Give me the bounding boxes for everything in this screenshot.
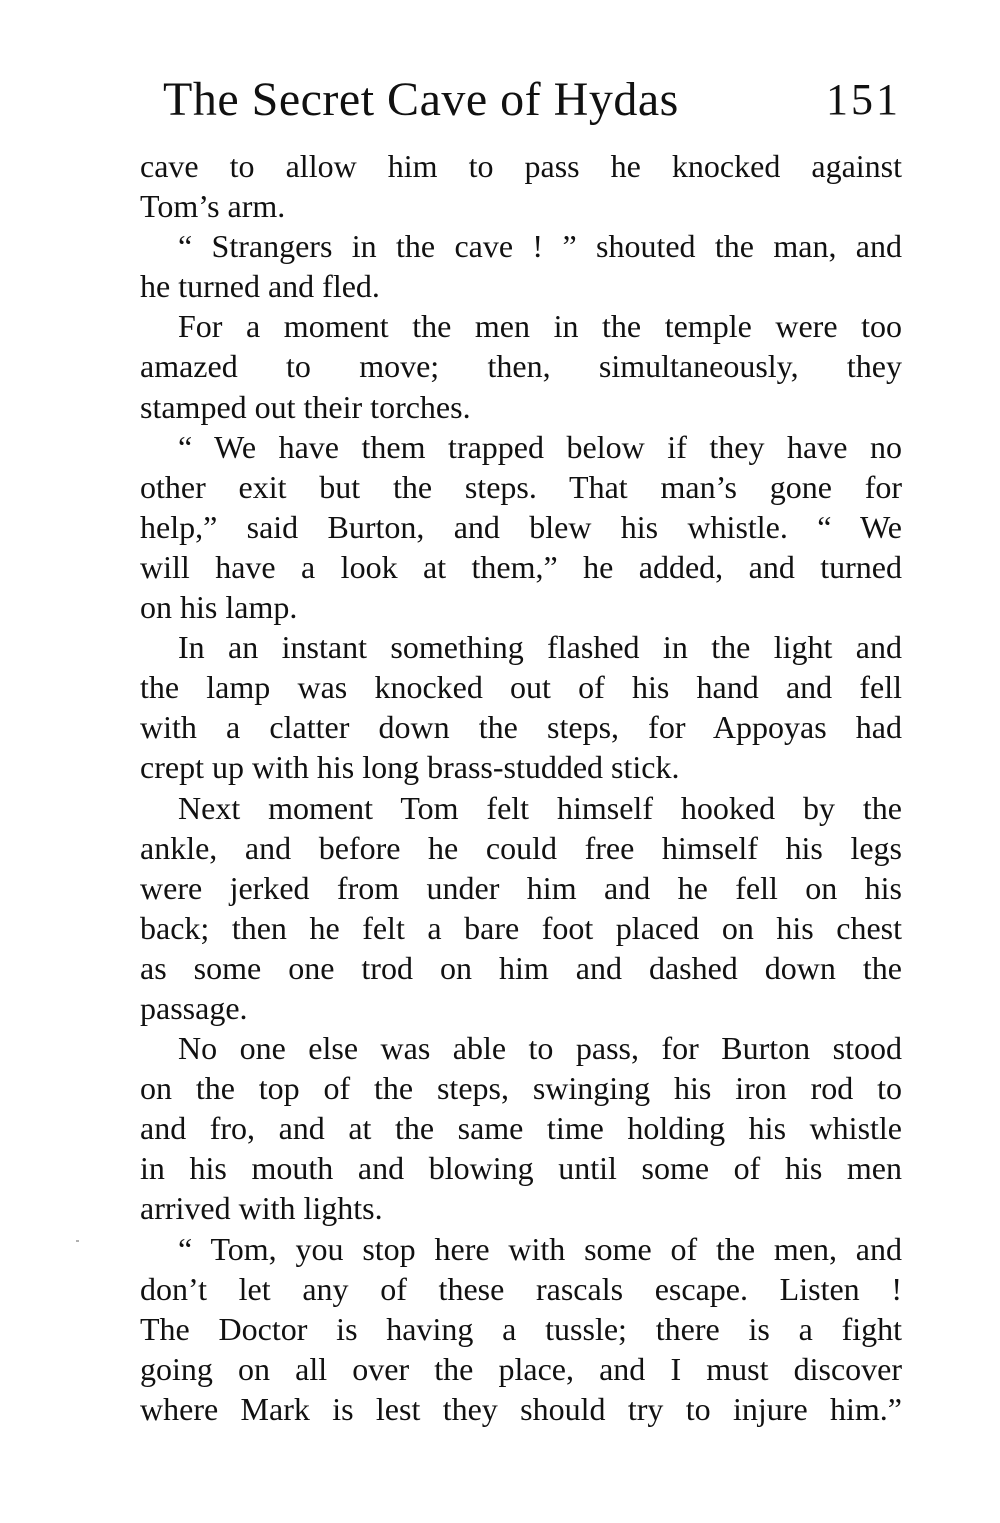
text-line: amazed to move; then, simultaneously, they [140,348,902,385]
page-number: 151 [826,75,901,124]
text-line: back; then he felt a bare foot placed on his chest [140,909,902,946]
running-head [163,70,905,130]
text-line: “ Strangers in the cave ! ” shouted the man, and [178,228,902,265]
body-text [140,146,902,1429]
text-line: with a clatter down the steps, for Appoyas had [140,709,902,746]
text-line: on the top of the steps, swinging his iron rod to [140,1070,902,1107]
text-line: stamped out their torches. [140,388,471,425]
text-line: were jerked from under him and he fell on his [140,869,902,906]
text-line: the lamp was knocked out of his hand and fell [140,669,902,706]
text-line: passage. [140,989,248,1026]
running-title: The Secret Cave of Hydas [163,73,679,126]
text-line: and fro, and at the same time holding his whistle [140,1110,902,1147]
text-line: ankle, and before he could free himself his legs [140,829,902,866]
text-line: other exit but the steps. That man’s gone for [140,468,902,505]
text-line: Tom’s arm. [140,188,286,225]
text-line: going on all over the place, and I must discover [140,1350,902,1387]
text-line: In an instant something flashed in the light and [178,629,902,666]
text-line: For a moment the men in the temple were too [178,308,902,345]
text-line: don’t let any of these rascals escape. Listen ! [140,1270,902,1307]
text-line: Next moment Tom felt himself hooked by the [178,789,902,826]
text-line: help,” said Burton, and blew his whistle. “ We [140,508,902,545]
text-line: arrived with lights. [140,1190,383,1227]
text-line: where Mark is lest they should try to injure him.” [140,1390,902,1427]
text-line: on his lamp. [140,589,298,626]
text-line: cave to allow him to pass he knocked against [140,148,902,184]
text-line: “ Tom, you stop here with some of the men, and [178,1230,902,1267]
text-line: he turned and fled. [140,268,380,305]
text-line: will have a look at them,” he added, and turned [140,548,902,585]
margin-speck [76,1240,79,1242]
text-line: as some one trod on him and dashed down the [140,949,902,986]
text-line: The Doctor is having a tussle; there is a fight [140,1310,902,1347]
text-line: crept up with his long brass-studded stick. [140,749,680,786]
text-line: “ We have them trapped below if they have no [178,428,902,465]
text-line: in his mouth and blowing until some of his men [140,1150,902,1187]
text-line: No one else was able to pass, for Burton stood [178,1030,902,1067]
